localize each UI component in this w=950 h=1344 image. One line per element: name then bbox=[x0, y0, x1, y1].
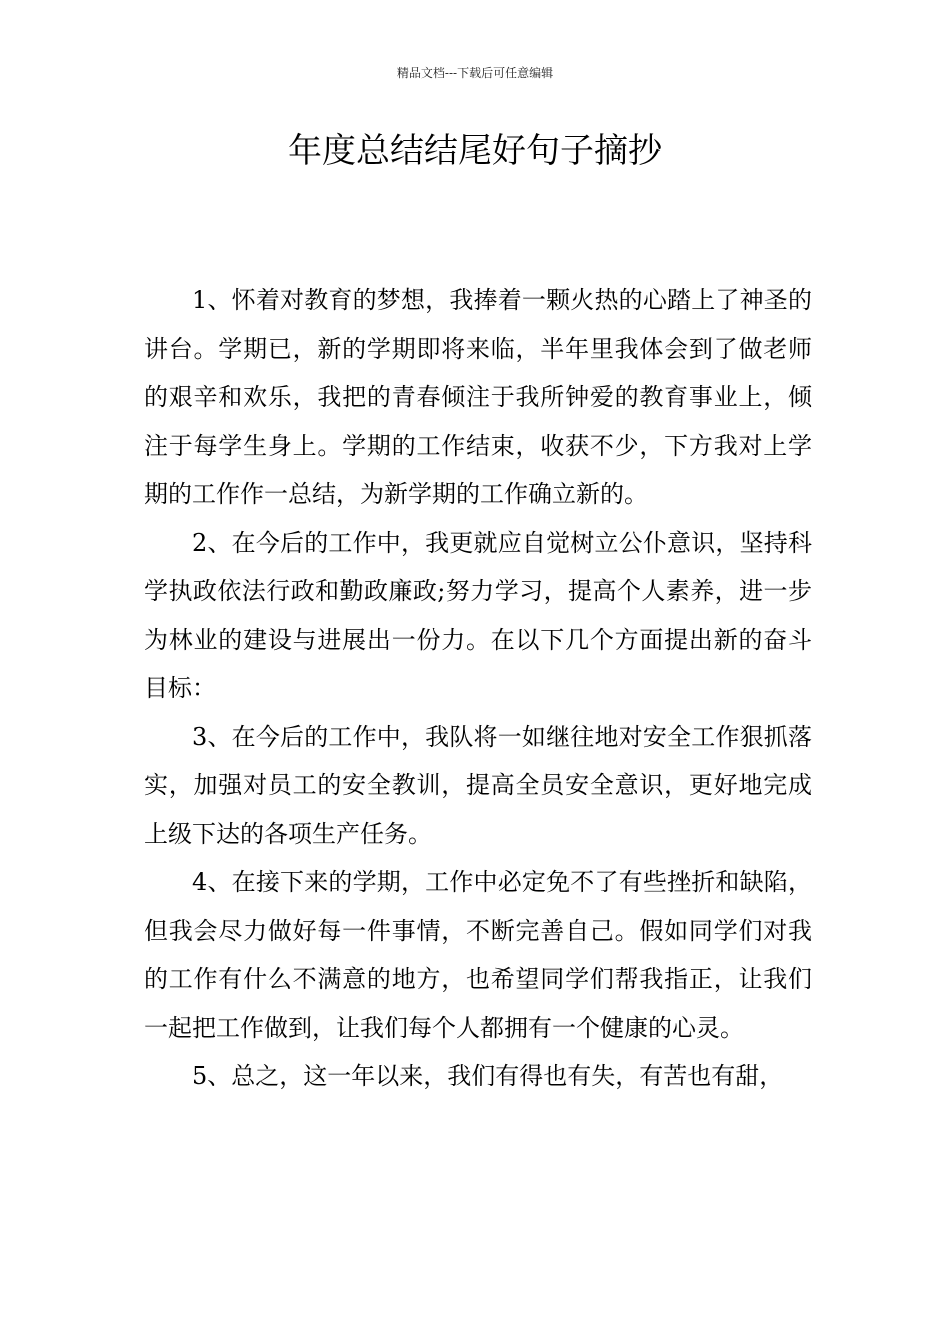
page-header: 精品文档---下载后可任意编辑 bbox=[396, 66, 554, 80]
document-body bbox=[144, 276, 812, 1101]
document-title: 年度总结结尾好句子摘抄 bbox=[288, 131, 662, 171]
paragraph-1: 1、怀着对教育的梦想，我捧着一颗火热的心踏上了神圣的讲台。学期已，新的学期即将来临，半年里我体会到了做老师的艰辛和欢乐，我把的青春倾注于我所钟爱的教育事业上，倾注于每学生身上。学期的工作结束，收获不少，下方我对上学期的工作作一总结，为新学期的工作确立新的。 bbox=[144, 286, 812, 508]
paragraph-3: 3、在今后的工作中，我队将一如继往地对安全工作狠抓落实，加强对员工的安全教训，提高全员安全意识，更好地完成上级下达的各项生产任务。 bbox=[144, 722, 812, 848]
paragraph-2: 2、在今后的工作中，我更就应自觉树立公仆意识，坚持科学执政依法行政和勤政廉政;努力学习，提高个人素养，进一步为林业的建设与进展出一份力。在以下几个方面提出新的奋斗目标： bbox=[144, 528, 812, 702]
paragraph-5: 5、总之，这一年以来，我们有得也有失，有苦也有甜， bbox=[192, 1062, 784, 1090]
paragraph-4: 4、在接下来的学期，工作中必定免不了有些挫折和缺陷，但我会尽力做好每一件事情，不断完善自己。假如同学们对我的工作有什么不满意的地方，也希望同学们帮我指正，让我们一起把工作做到，让我们每个人都拥有一个健康的心灵。 bbox=[144, 868, 812, 1042]
